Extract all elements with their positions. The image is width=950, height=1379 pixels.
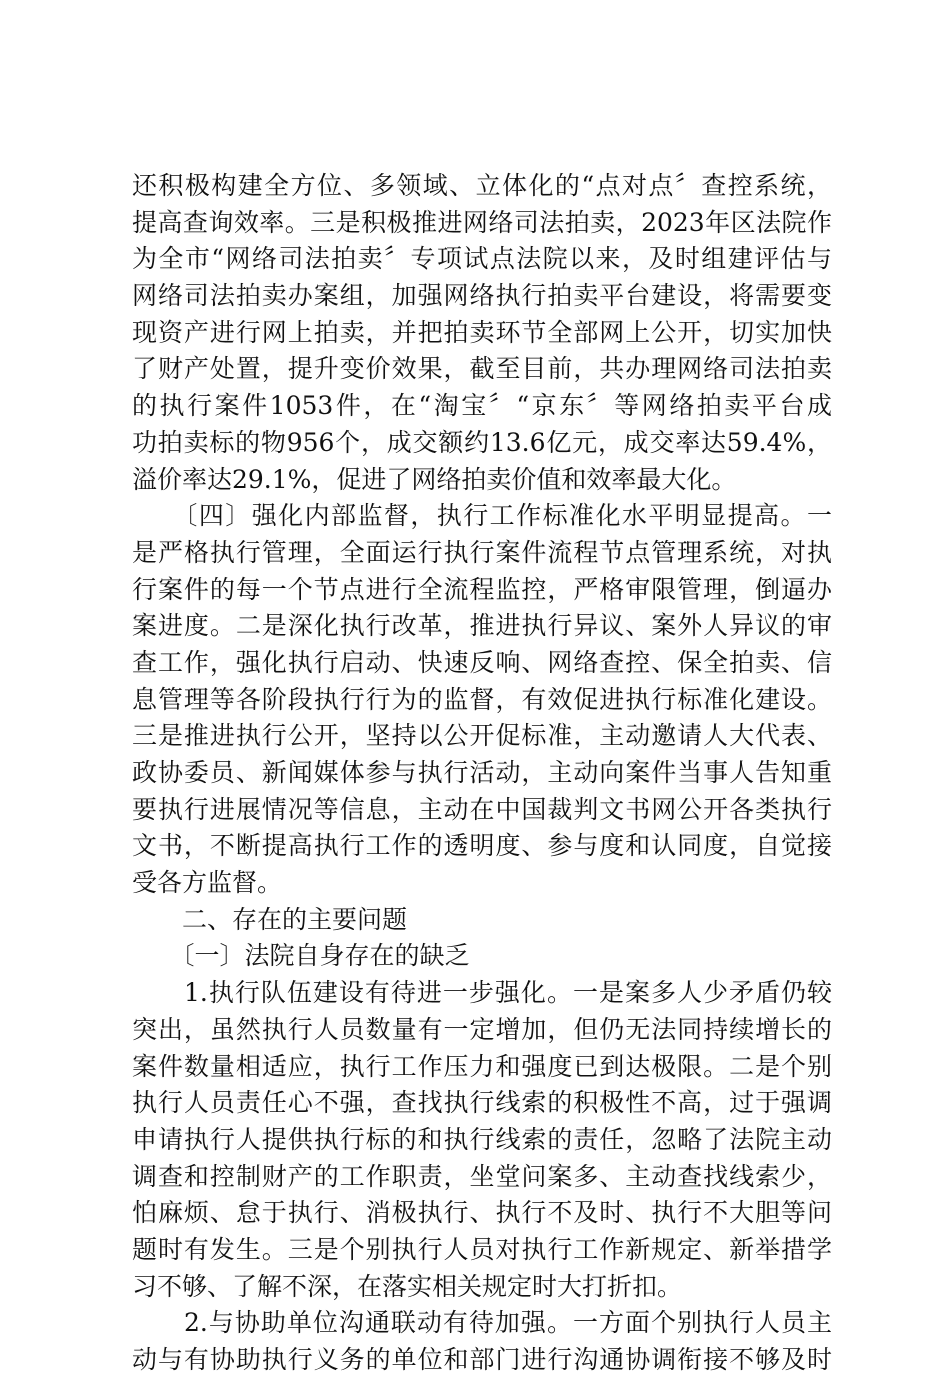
text-line: 行案件的每一个节点进行全流程监控，严格审限管理，倒逼办	[132, 574, 832, 604]
text-line: 执行人员责任心不强，查找执行线索的积极性不高，过于强调	[132, 1088, 832, 1118]
text-line: 1.执行队伍建设有待进一步强化。一是案多人少矛盾仍较	[132, 978, 832, 1008]
text-line: 〔四〕强化内部监督，执行工作标准化水平明显提高。一	[132, 501, 832, 531]
text-line: 查工作，强化执行启动、快速反响、网络查控、保全拍卖、信	[132, 647, 832, 677]
text-line: 溢价率达29.1%，促进了网络拍卖价值和效率最大化。	[132, 464, 737, 494]
text-line: 动与有协助执行义务的单位和部门进行沟通协调衔接不够及时	[132, 1345, 832, 1374]
subsection-heading: 〔一〕法院自身存在的缺乏	[132, 941, 470, 971]
text-line: 了财产处置，提升变价效果，截至目前，共办理网络司法拍卖	[132, 354, 832, 384]
text-line: 息管理等各阶段执行行为的监督，有效促进执行标准化建设。	[132, 684, 832, 714]
text-line: 为全市“网络司法拍卖〞专项试点法院以来，及时组建评估与	[132, 244, 832, 274]
body-text	[132, 168, 832, 1379]
text-line: 要执行进展情况等信息，主动在中国裁判文书网公开各类执行	[132, 794, 832, 824]
text-line: 是严格执行管理，全面运行执行案件流程节点管理系统，对执	[132, 537, 832, 567]
text-line: 现资产进行网上拍卖，并把拍卖环节全部网上公开，切实加快	[132, 317, 832, 347]
text-line: 怕麻烦、怠于执行、消极执行、执行不及时、执行不大胆等问	[132, 1198, 832, 1228]
text-line: 文书，不断提高执行工作的透明度、参与度和认同度，自觉接	[132, 831, 832, 861]
text-line: 的执行案件1053件，在“淘宝〞“京东〞等网络拍卖平台成	[132, 391, 832, 421]
text-line: 2.与协助单位沟通联动有待加强。一方面个别执行人员主	[132, 1308, 832, 1338]
text-line: 习不够、了解不深，在落实相关规定时大打折扣。	[132, 1271, 683, 1301]
text-line: 申请执行人提供执行标的和执行线索的责任，忽略了法院主动	[132, 1124, 832, 1154]
text-line: 案进度。二是深化执行改革，推进执行异议、案外人异议的审	[132, 611, 832, 641]
text-line: 网络司法拍卖办案组，加强网络执行拍卖平台建设，将需要变	[132, 281, 832, 311]
text-line: 政协委员、新闻媒体参与执行活动，主动向案件当事人告知重	[132, 758, 832, 787]
text-line: 还积极构建全方位、多领域、立体化的“点对点〞查控系统，	[132, 171, 832, 200]
text-line: 题时有发生。三是个别执行人员对执行工作新规定、新举措学	[132, 1234, 832, 1264]
text-line: 调查和控制财产的工作职责，坐堂问案多、主动查找线索少，	[132, 1161, 832, 1191]
text-line: 突出，虽然执行人员数量有一定增加，但仍无法同持续增长的	[132, 1014, 832, 1044]
text-line: 三是推进执行公开，坚持以公开促标准，主动邀请人大代表、	[132, 721, 832, 751]
text-line: 受各方监督。	[132, 868, 283, 898]
text-line: 提高查询效率。三是积极推进网络司法拍卖，2023年区法院作	[132, 207, 832, 237]
text-line: 案件数量相适应，执行工作压力和强度已到达极限。二是个别	[132, 1051, 832, 1081]
text-line: 功拍卖标的物956个，成交额约13.6亿元，成交率达59.4%，	[132, 427, 832, 457]
section-heading: 二、存在的主要问题	[132, 904, 408, 934]
